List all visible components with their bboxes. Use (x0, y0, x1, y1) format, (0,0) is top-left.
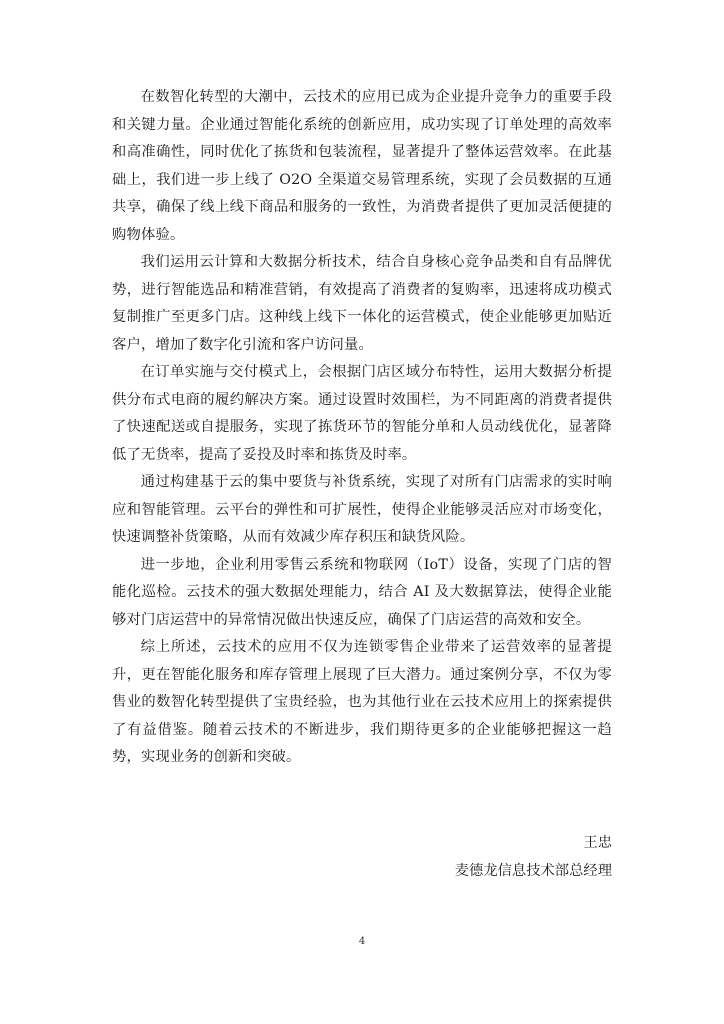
paragraph: 综上所述，云技术的应用不仅为连锁零售企业带来了运营效率的显著提升，更在智能化服务和库存管理上展现了巨大潜力。通过案例分享，不仅为零售业的数智化转型提供了宝贵经验，也为其他行业在云技术应用上的探索提供了有益借鉴。随着云技术的不断进步，我们期待更多的企业能够把握这一趋势，实现业务的创新和突破。 (112, 639, 612, 765)
paragraph: 通过构建基于云的集中要货与补货系统，实现了对所有门店需求的实时响应和智能管理。云平台的弹性和可扩展性，使得企业能够灵活应对市场变化，快速调整补货策略，从而有效减少库存积压和缺货风险。 (112, 474, 612, 545)
paragraph: 在数智化转型的大潮中，云技术的应用已成为企业提升竞争力的重要手段和关键力量。企业通过智能化系统的创新应用，成功实现了订单处理的高效率和高准确性，同时优化了拣货和包装流程，显著提升了整体运营效率。在此基础上，我们进一步上线了 O2O 全渠道交易管理系统，实现了会员数据的互通共享，确保了线上线下商品和服务的一致性，为消费者提供了更加灵活便捷的购物体验。 (112, 89, 612, 243)
paragraph: 在订单实施与交付模式上，会根据门店区域分布特性，运用大数据分析提供分布式电商的履约解决方案。通过设置时效围栏，为不同距离的消费者提供了快速配送或自提服务，实现了拣货环节的智能分单和人员动线优化，显著降低了无货率，提高了妥投及时率和拣货及时率。 (112, 364, 612, 463)
paragraph: 进一步地，企业利用零售云系统和物联网（IoT）设备，实现了门店的智能化巡检。云技术的强大数据处理能力，结合 AI 及大数据算法，使得企业能够对门店运营中的异常情况做出快速反应，确保了门店运营的高效和安全。 (112, 556, 612, 628)
document-body (112, 84, 612, 772)
page-number: 4 (358, 936, 366, 947)
paragraph: 我们运用云计算和大数据分析技术，结合自身核心竞争品类和自有品牌优势，进行智能选品和精准营销，有效提高了消费者的复购率，迅速将成功模式复制推广至更多门店。这种线上线下一体化的运营模式，使企业能够更加贴近客户，增加了数字化引流和客户访问量。 (112, 254, 612, 353)
signature-name: 王忠 (583, 835, 612, 851)
signature-title: 麦德龙信息技术部总经理 (454, 862, 612, 879)
signature-block (455, 830, 612, 885)
